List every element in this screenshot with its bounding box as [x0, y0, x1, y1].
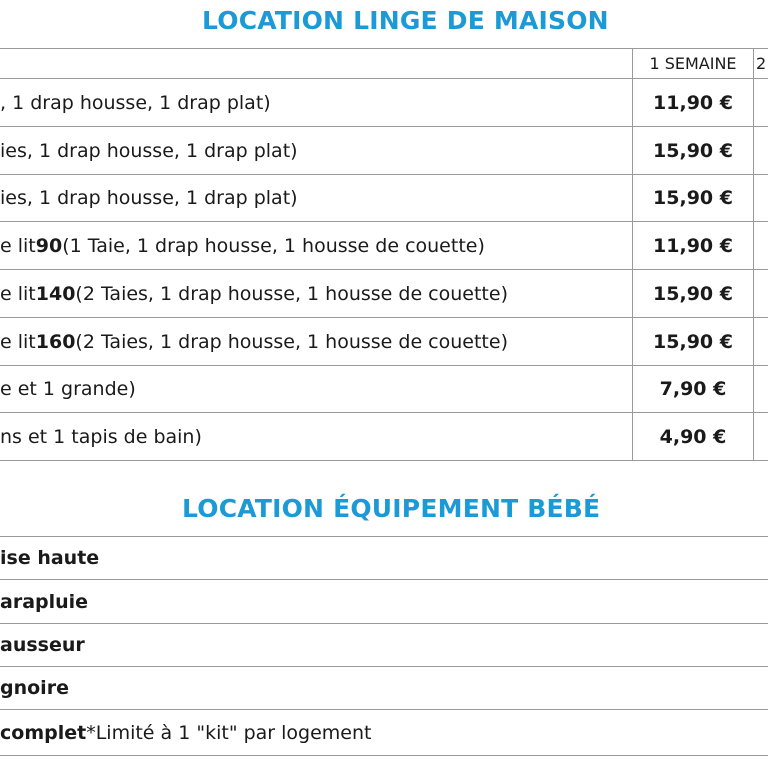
row-price-1-semaine: 11,90 €	[653, 91, 733, 114]
bebe-item-label: gnoire	[0, 677, 69, 699]
header-2: 2	[756, 54, 767, 73]
row-description: e lit 90 (1 Taie, 1 drap housse, 1 housse de couette)	[0, 234, 485, 257]
list-item	[0, 580, 768, 623]
table-row	[0, 413, 768, 460]
row-description: e et 1 grande)	[0, 378, 136, 400]
list-item	[0, 667, 768, 709]
linge-table	[0, 48, 768, 461]
row-description: , 1 drap housse, 1 drap plat)	[0, 91, 271, 114]
table-row	[0, 79, 768, 126]
row-price-1-semaine: 15,90 €	[653, 282, 733, 305]
table-row	[0, 270, 768, 317]
row-description: e lit 160 (2 Taies, 1 drap housse, 1 housse de couette)	[0, 330, 508, 353]
row-price-1-semaine: 15,90 €	[653, 139, 733, 162]
list-item	[0, 710, 768, 755]
row-price-1-semaine: 7,90 €	[659, 378, 727, 400]
section-title-linge: LOCATION LINGE DE MAISON	[202, 6, 609, 35]
row-price-1-semaine: 15,90 €	[653, 187, 733, 209]
bebe-table	[0, 536, 768, 757]
row-price-1-semaine: 15,90 €	[653, 330, 733, 353]
table-row	[0, 222, 768, 269]
bebe-item-label: ise haute	[0, 547, 100, 569]
row-price-1-semaine: 11,90 €	[653, 234, 733, 257]
header-1-semaine: 1 SEMAINE	[649, 54, 737, 73]
row-description: ns et 1 tapis de bain)	[0, 425, 202, 448]
list-item	[0, 537, 768, 579]
bebe-item-label: arapluie	[0, 590, 89, 613]
row-description: ies, 1 drap housse, 1 drap plat)	[0, 187, 298, 209]
list-item	[0, 624, 768, 666]
section-title-bebe: LOCATION ÉQUIPEMENT BÉBÉ	[182, 494, 601, 523]
table-row	[0, 366, 768, 412]
table-row	[0, 318, 768, 365]
bebe-item-label: ausseur	[0, 634, 85, 656]
row-description: e lit 140 (2 Taies, 1 drap housse, 1 housse de couette)	[0, 282, 508, 305]
table-header-row	[0, 49, 768, 78]
table-row	[0, 175, 768, 221]
table-row	[0, 127, 768, 174]
bebe-item-label: complet *Limité à 1 "kit" par logement	[0, 721, 372, 744]
row-price-1-semaine: 4,90 €	[659, 425, 727, 448]
row-description: ies, 1 drap housse, 1 drap plat)	[0, 139, 298, 162]
